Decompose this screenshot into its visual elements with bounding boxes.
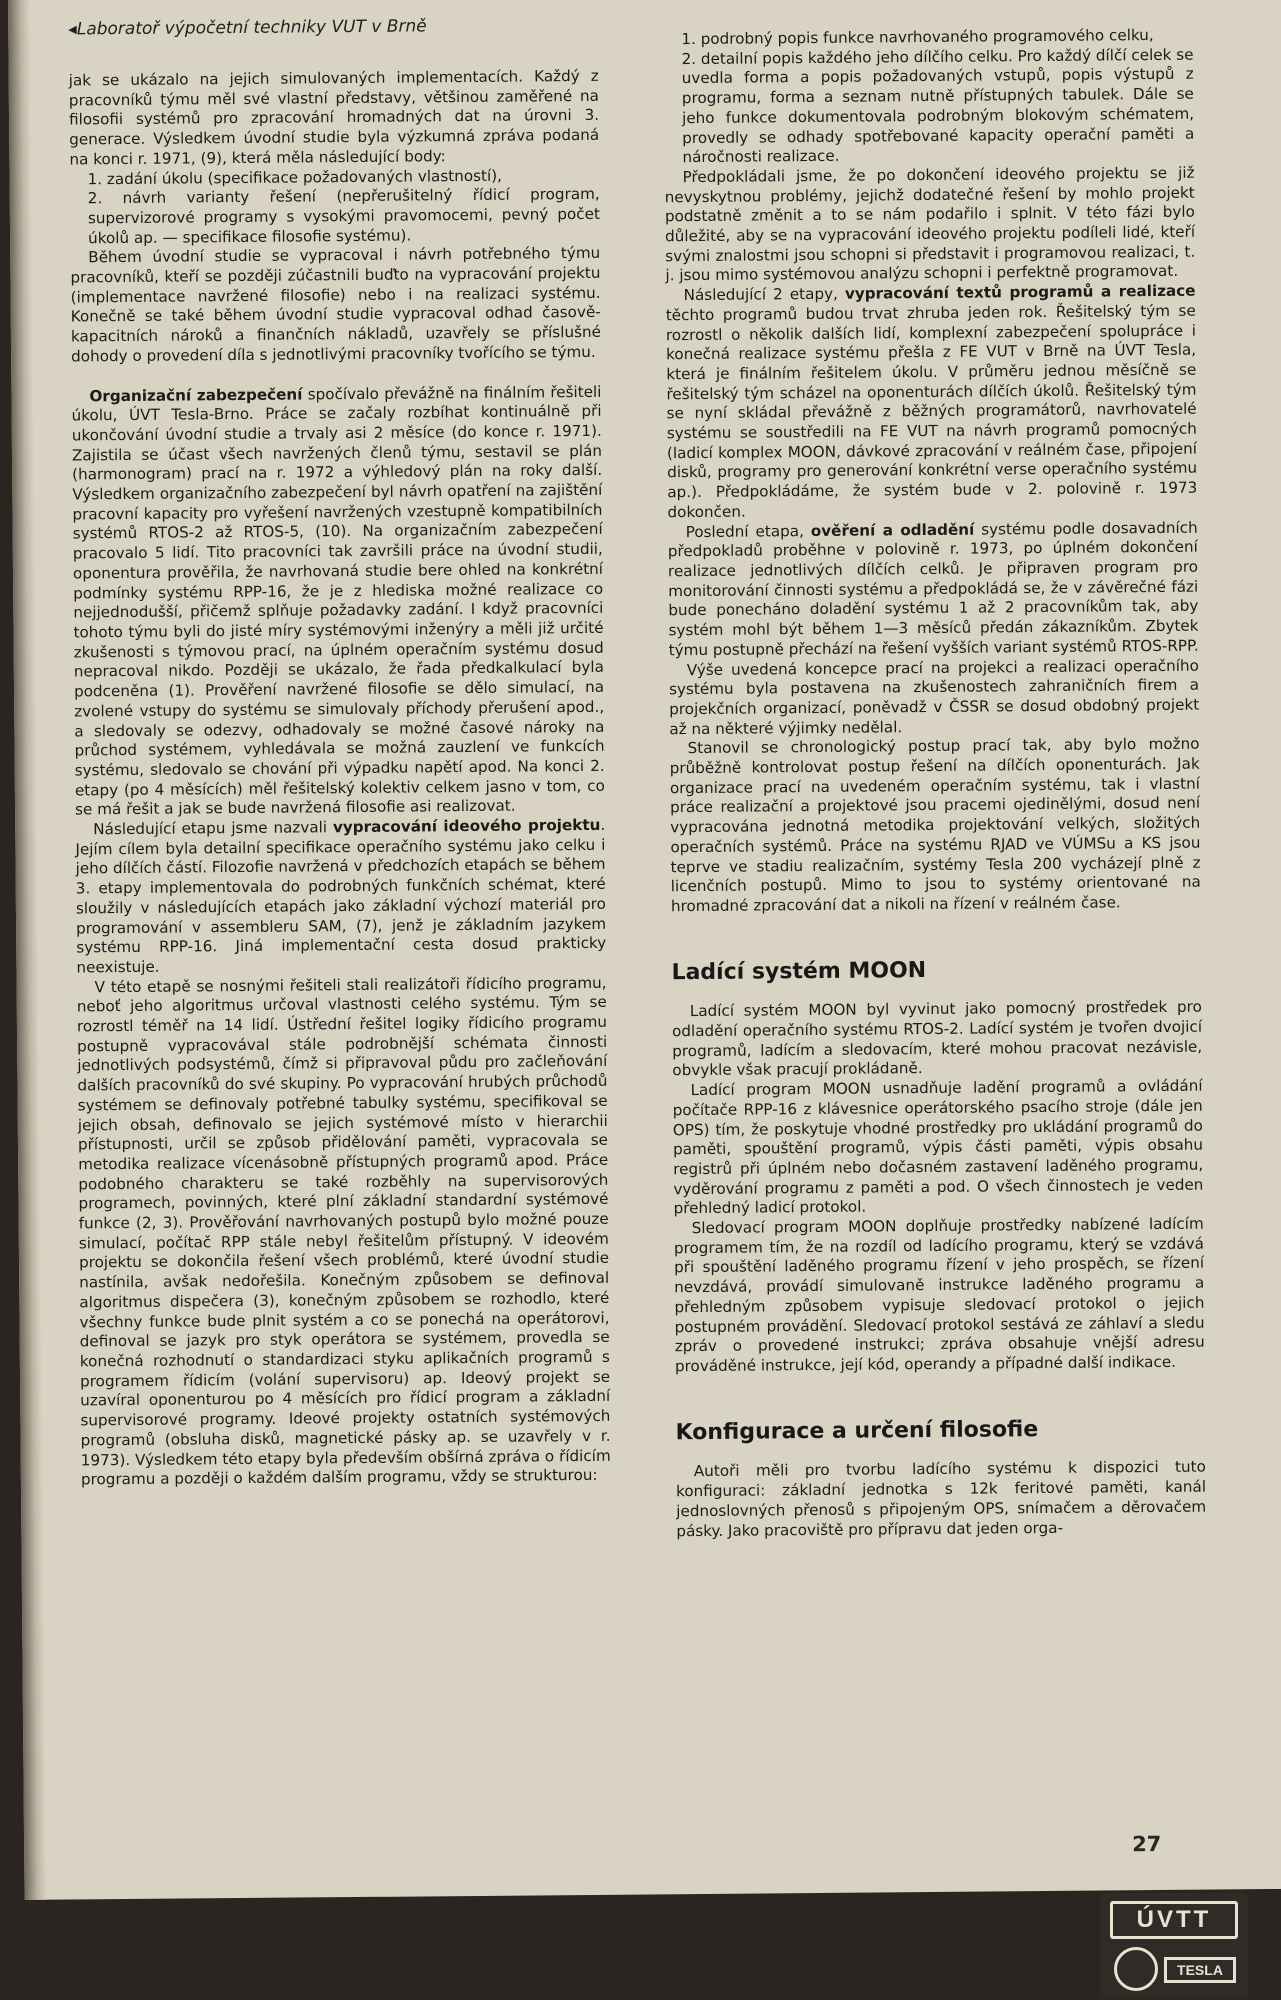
right-column bbox=[663, 26, 1206, 1542]
bold-term: ověření a odladění bbox=[810, 520, 975, 540]
list bbox=[663, 26, 1194, 169]
text-run: . Jejím cílem byla detailní specifikace operačního systému jako celku i jeho dílčích částí. Filozofie navržená v předchozích etapách se během 3. etapy implementovala do podrobných funkčních schémat, které sloužily v následujících etapách jako základní výchozí materiál pro programování v assembleru SAM, (7), jenž je základním jazykem systému RPP-16. Jiná implementační cesta dosud prakticky neexistuje. bbox=[75, 815, 607, 977]
uvt-tesla-logo bbox=[1100, 1893, 1248, 1999]
bold-term: Organizační zabezpečení bbox=[89, 384, 303, 405]
paragraph: Ladící systém MOON byl vyvinut jako pomocný prostředek pro odladění operačního systému RTOS-2. Ladící systém je tvořen dvojicí programů, ladícím a sledovacím, které mohou pracovat nezávisle, obvykle však pracují prokládaně. bbox=[671, 997, 1203, 1080]
section-heading: Konfigurace a určení filosofie bbox=[675, 1416, 1039, 1445]
logo-bottom-text: TESLA bbox=[1164, 1957, 1236, 1983]
paragraph: Předpokládali jsme, že po dokončení ideového projektu se již nevyskytnou problémy, jejichž dodatečné řešení by mohlo projekt podstatně změnit a to se nám podařilo i splnit. V této fázi bylo důležité, aby se na vypracování ideového projektu podíleli lidé, kteří svými znalostmi jsou schopni si představit i programovou realizaci, t. j. jsou mimo systémovou analýzu schopni i perfektně programovat. bbox=[664, 163, 1196, 285]
spacer bbox=[671, 912, 1201, 963]
paragraph: Výše uvedená koncepce prací na projekci a realizaci operačního systému byla postavena na zkušenostech zahraničních firem a projekčních organizací, poněvadž v ČSSR se dosud obdobný projekt až na některé výjimky nedělal. bbox=[668, 656, 1200, 738]
paragraph: jak se ukázalo na jejich simulovaných implementacích. Každý z pracovníků týmu měl své vlastní představy, většinou zaměřené na filosofii systémů pro zpracování hromadných dat na úrovni 3. generace. Výsledkem úvodní studie byla výzkumná zpráva podaná na konci r. 1971, (9), která měla následující body: bbox=[68, 66, 600, 169]
left-column bbox=[69, 67, 611, 1490]
text-run: Následující etapu jsme nazvali bbox=[93, 818, 334, 839]
list-item: 1. zadání úkolu (specifikace požadovaných vlastností), bbox=[87, 166, 503, 188]
logo-ring-icon bbox=[1114, 1947, 1158, 1991]
book-page bbox=[8, 0, 1281, 1900]
list-item: 1. podrobný popis funkce navrhovaného programového celku, bbox=[681, 26, 1154, 49]
bold-term: vypracování ideového projektu bbox=[332, 815, 601, 837]
paragraph bbox=[668, 518, 1199, 661]
text-run: Poslední etapa, bbox=[685, 521, 811, 541]
paragraph: Ladící program MOON usnadňuje ladění programů a ovládání počítače RPP-16 z klávesnice operátorského psacího stroje (dále jen OPS) tím, že poskytuje vhodné prostředky pro ukládání programů do paměti, spouštění programů, výpis části paměti, výpis obsahu registrů při úplném nebo dočasném zastavení laděného programu, vyděrování programu z paměti a pod. O všech činnostech je veden přehledný ladicí protokol. bbox=[672, 1076, 1204, 1218]
logo-top-text: ÚVTT bbox=[1110, 1901, 1238, 1939]
paragraph: Sledovací program MOON doplňuje prostředky nabízené ladícím programem tím, že na rozdíl od ladícího programu, který se vzdává při spouštění laděného programu řízení v jeho prospěch, se řízení nevzdává, provádí simulovaně instrukce laděného programu a přehledným způsobem vypisuje sledovací protokol o jejich postupném provádění. Sledovací protokol sestává ze záhlaví a sledu zpráv o provedené instrukci; zpráva obsahuje vnější adresu prováděné instrukce, její kód, operandy a případné další indikace. bbox=[673, 1214, 1205, 1376]
paragraph: V této etapě se nosnými řešiteli stali realizátoři řídicího programu, neboť jeho algoritmus určoval vlastnosti celého systému. Tým se rozrostl téměř na 14 lidí. Ústřední řešitel logiky řídicího programu postupně vypracovával stále podrobnější schémata činnosti jednotlivých podsystémů, čímž si připravoval půdu pro začleňování dalších pracovníků do své skupiny. Po vypracování hrubých průchodů systémem se definovaly potřebné tabulky systému, specifikoval se jejich obsah, definovalo se jejich systémové místo v hierarchii přístupnosti, určil se způsob přidělování paměti, vypracovala se metodika realizace vícenásobně přístupných programů apod. Práce podobného charakteru se také rozběhly na supervisorových programech, povinných, které plní základní standardní systémové funkce (2, 3). Prověřování navrhovaných postupů bylo možné pouze simulací, počítač RPP stále nebyl řešitelům přístupný. V ideovém projektu se dokončila řešení všech problémů, které úvodní studie nastínila, avšak nedořešila. Konečným způsobem se definoval algoritmus dispečera (3), konečným způsobem se rozhodlo, které všechny funkce bude plnit systém a co se ponechá na operátorovi, definoval se jazyk pro styk operátora se systémem, provedla se konečná rozhodnutí o standardizaci styku aplikačních programů s programem řídicím (volání supervisoru) ap. Ideový projekt se uzavíral oponenturou po 4 měsících pro řídicí program a základní supervisorové programy. Ideové projekty ostatních systémových programů (obsluha disků, magnetické pásky ap. se uzavřely v r. 1973). Výsledkem této etapy byla především obšírná zpráva o řídicím programu a později o každém dalším programu, vždy se strukturou: bbox=[76, 973, 611, 1489]
section-heading: Ladící systém MOON bbox=[671, 957, 927, 985]
page-number: 27 bbox=[1132, 1832, 1162, 1857]
paragraph bbox=[666, 282, 1198, 523]
page-gutter bbox=[8, 0, 47, 1900]
paragraph bbox=[75, 816, 606, 978]
list-item: 2. detailní popis každého jeho dílčího celku. Pro každý dílčí celek se uvedla forma a popis požadovaných vstupů, popis výstupů z programu, forma a seznam nutně přístupných tabulek. Dále se jeho funkce dokumentovala podrobným blokovým schématem, provedly se odhady spotřebované kapacity operační paměti a náročnosti realizace. bbox=[681, 45, 1195, 167]
bold-term: vypracování textů programů a realizace bbox=[844, 281, 1196, 303]
paragraph: Během úvodní studie se vypracoval i návrh potřebného týmu pracovníků, kteří se později zúčastnili buďto na vypracování projektu (implementace navržené filosofie) nebo i na realizaci systému. Konečně se také během úvodní studie vypracoval odhad časově-kapacitních nároků a finančních nákladů, uzavřely se příslušné dohody o provedení díla s jednotlivými pracovníky tvořícího se týmu. bbox=[70, 244, 601, 366]
running-header: ◂Laboratoř výpočetní techniky VUT v Brně bbox=[68, 16, 427, 40]
paragraph: Stanovil se chronologický postup prací tak, aby bylo možno průběžně kontrolovat postup řešení na dílčích oponenturách. Jak organizace prací na uvedeném operačním systému, tak i vlastní práce realizační a projektové jsou pracemi ojedinělými, dosud není vypracována jednotná metodika projektování velkých, složitých operačních systémů. Práce na systému RJAD ve VÚMSu a KS jsou teprve ve stadiu realizačním, systémy Tesla 200 vycházejí plně z licenčních postupů. Mimo to jsou to systémy orientované na hromadné zpracování dat a nikoli na řízení v reálném čase. bbox=[669, 734, 1201, 916]
paragraph bbox=[71, 382, 605, 820]
paragraph: Autoři měli pro tvorbu ladícího systému k dispozici tuto konfiguraci: základní jednotka s 12k feritové paměti, kanál jednoslovných přenosů s připojeným OPS, snímačem a děrovačem pásky. Jako pracoviště pro přípravu dat jeden orga- bbox=[675, 1458, 1207, 1540]
list-item: 2. návrh varianty řešení (nepřerušitelný řídicí program, supervizorové programy s vysokými pravomocemi, pevný počet úkolů ap. — specifikace filosofie systému). bbox=[87, 185, 600, 247]
running-header-text: Laboratoř výpočetní techniky VUT v Brně bbox=[76, 16, 427, 40]
text-run: těchto programů budou trvat zhruba jeden rok. Řešitelský tým se rozrostl o několik dalších lidí, komplexní zabezpečení spolupráce i konečná realizace systému přešla z FE VUT v Brně na ÚVT Tesla, která je finálním řešitelem úkolu. V průměru jednou měsíčně se řešitelský tým scházel na oponenturách dílčích úkolů. Řešitelský tým se nyní skládal převážně z běžných programátorů, navrhovatelé systému se soustředili na FE VUT na návrh programů pomocných (ladicí komplex MOON, dávkové zpracování v reálném čase, připojení disků, programy pro generování konkrétní verse operačního systému ap.). Předpokládáme, že systém bude v 2. polovině r. 1973 dokončen. bbox=[665, 301, 1198, 522]
list bbox=[69, 165, 600, 248]
text-run: Následující 2 etapy, bbox=[683, 284, 846, 305]
spacer bbox=[675, 1372, 1205, 1423]
text-run: systému podle dosavadních předpokladů proběhne v polovině r. 1973, po úplném dokončení realizace jednotlivých dílčích celků. Je připraven program pro monitorování činnosti systému a předpokládá se, že v závěrečné fázi bude ponecháno doladění systému 1 až 2 pracovníkům tak, aby systém mohl být během 1—3 měsíců předán zákazníkům. Zbytek týmu postupně přechází na řešení vyšších variant systémů RTOS-RPP. bbox=[667, 518, 1199, 660]
text-run: spočívalo převážně na finálním řešiteli úkolu, ÚVT Tesla-Brno. Práce se začaly rozbíhat kontinuálně při ukončování úvodní studie a trvaly asi 2 měsíce (do konce r. 1971). Zajistila se účast všech navržených členů týmu, sestavil se plán (harmonogram) prací na r. 1972 a výhledový plán na roky další. Výsledkem organizačního zabezpečení byl návrh opatření na zajištění pracovní kapacity pro vyřešení navržených vzestupně kompatibilních systémů RTOS-2 až RTOS-5, (10). Na organizačním zabezpečení pracovalo 5 lidí. Tito pracovníci tak završili práce na úvodní studii, oponentura prověřila, že navrhovaná studie bere ohled na konkrétní podmínky systému RPP-16, že je z hlediska možné realizace co nejjednodušší, přičemž splňuje požadavky zadání. I když pracovníci tohoto týmu byli do jisté míry systémovými inženýry a měli již určité zkušenosti s týmovou prací, na úplném operačním systému dosud nepracoval nikdo. Později se ukázalo, že řada předkalkulací byla podceněna (1). Prověření navržené filosofie se dělo simulací, na zvolené vstupy do systému se simulovaly příchody přerušení apod., a sledovaly se odezvy, odhadovaly se možné časové nároky na průchod systémem, vyhledávala se možná zauzlení ve funkcích systému, sledovalo se chování při výpadku napětí apod. Na konci 2. etapy (po 4 měsících) měl řešitelský kolektiv celkem jasno v tom, co se má řešit a jak se bude navržená filosofie asi realizovat. bbox=[71, 382, 605, 819]
